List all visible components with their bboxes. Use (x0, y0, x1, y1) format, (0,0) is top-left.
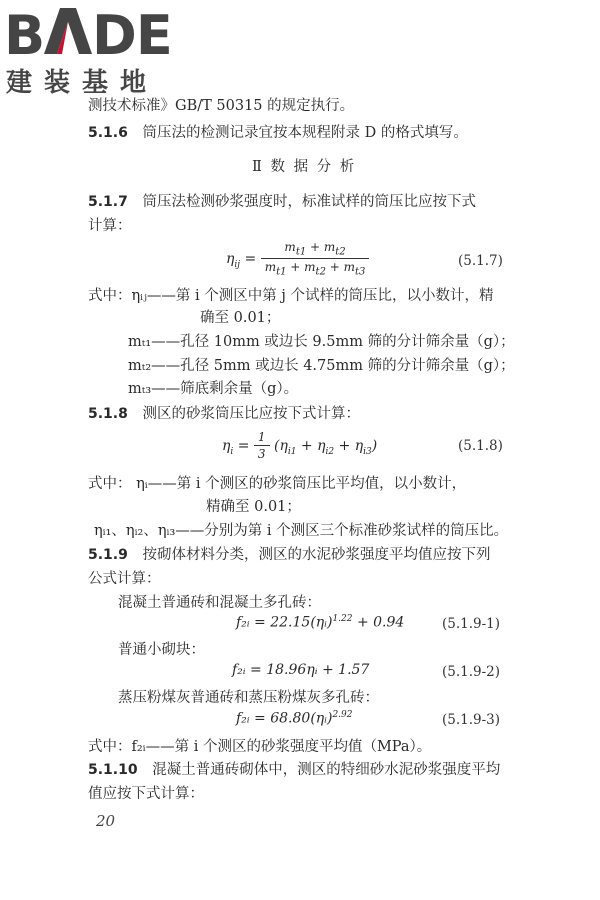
sub-heading: 混凝土普通砖和混凝土多孔砖： (118, 595, 321, 611)
section-title: Ⅱ 数 据 分 析 (252, 159, 357, 175)
equation-number: (5.1.9-2) (442, 664, 501, 680)
where-line: mₜ₁——孔径 10mm 或边长 9.5mm 筛的分计筛余量（g）； (128, 334, 515, 350)
clause-5-1-6 (88, 121, 468, 142)
equation-5-1-9-2: f₂ᵢ = 18.96ηᵢ + 1.57 (232, 662, 370, 678)
clause-number: 5.1.10 (88, 762, 138, 778)
where-line: mₜ₂——孔径 5mm 或边长 4.75mm 筛的分计筛余量（g）； (128, 358, 515, 374)
clause-text-cont: 公式计算： (88, 571, 161, 587)
equation-number: (5.1.7) (458, 253, 503, 269)
svg-text:DE: DE (92, 4, 172, 67)
equation-number: (5.1.8) (458, 438, 503, 454)
clause-5-1-9 (88, 543, 490, 564)
clause-5-1-8 (88, 402, 360, 423)
clause-5-1-7 (88, 190, 476, 211)
sub-heading: 蒸压粉煤灰普通砖和蒸压粉煤灰多孔砖： (118, 690, 379, 706)
sub-heading: 普通小砌块： (118, 642, 205, 658)
clause-5-1-10 (88, 758, 500, 779)
where-line: mₜ₃——筛底剩余量（g）。 (128, 381, 299, 397)
where-line: 式中： ηᵢ——第 i 个测区的砂浆筒压比平均值，以小数计， (88, 476, 467, 492)
where-line: ηᵢ₁、ηᵢ₂、ηᵢ₃——分别为第 i 个测区三个标准砂浆试样的筒压比。 (94, 523, 509, 539)
clause-number: 5.1.9 (88, 547, 128, 563)
equation-5-1-9-3: f₂ᵢ = 68.80(ηᵢ)$^{2.92}$ (236, 710, 353, 727)
clause-number: 5.1.8 (88, 406, 128, 422)
equation-number: (5.1.9-3) (442, 712, 501, 728)
where-line: 精确至 0.01； (206, 499, 301, 515)
svg-text:B: B (4, 4, 45, 67)
clause-text-cont: 值应按下式计算： (88, 786, 204, 802)
where-line: 式中：ηᵢⱼ——第 i 个测区中第 j 个试样的筒压比，以小数计，精 (88, 288, 494, 304)
logo-subtitle: 建装基地 (6, 68, 159, 98)
bade-logo (4, 4, 176, 96)
clause-text: 测区的砂浆筒压比应按下式计算： (142, 406, 360, 422)
equation-number: (5.1.9-1) (442, 616, 501, 632)
equation-5-1-7: $\eta_{ij}$ = $\frac{m_{t1} + m_{t2}}{m_{t1} + m_{t2} + m_{t3}}$ (226, 240, 369, 278)
clause-text: 混凝土普通砖砌体中，测区的特细砂水泥砂浆强度平均 (152, 762, 501, 778)
clause-text: 筒压法检测砂浆强度时，标准试样的筒压比应按下式 (142, 194, 476, 210)
clause-text-cont: 计算： (88, 218, 132, 234)
where-line: 式中：f₂ᵢ——第 i 个测区的砂浆强度平均值（MPa）。 (88, 739, 432, 755)
equation-5-1-9-1: f₂ᵢ = 22.15(ηᵢ)$^{1.22}$ + 0.94 (236, 614, 405, 631)
equation-5-1-8: $\eta_i$ = $\frac{1}{3}$ $(\eta_{i1} + \eta_{i2} + \eta_{i3})$ (222, 430, 378, 461)
continued-line: 测技术标准》GB/T 50315 的规定执行。 (88, 98, 355, 114)
clause-number: 5.1.7 (88, 194, 128, 210)
where-line: 确至 0.01； (200, 310, 281, 326)
clause-text: 筒压法的检测记录宜按本规程附录 D 的格式填写。 (142, 125, 468, 141)
page-number: 20 (96, 812, 116, 830)
clause-text: 按砌体材料分类，测区的水泥砂浆强度平均值应按下列 (142, 547, 491, 563)
clause-number: 5.1.6 (88, 125, 128, 141)
